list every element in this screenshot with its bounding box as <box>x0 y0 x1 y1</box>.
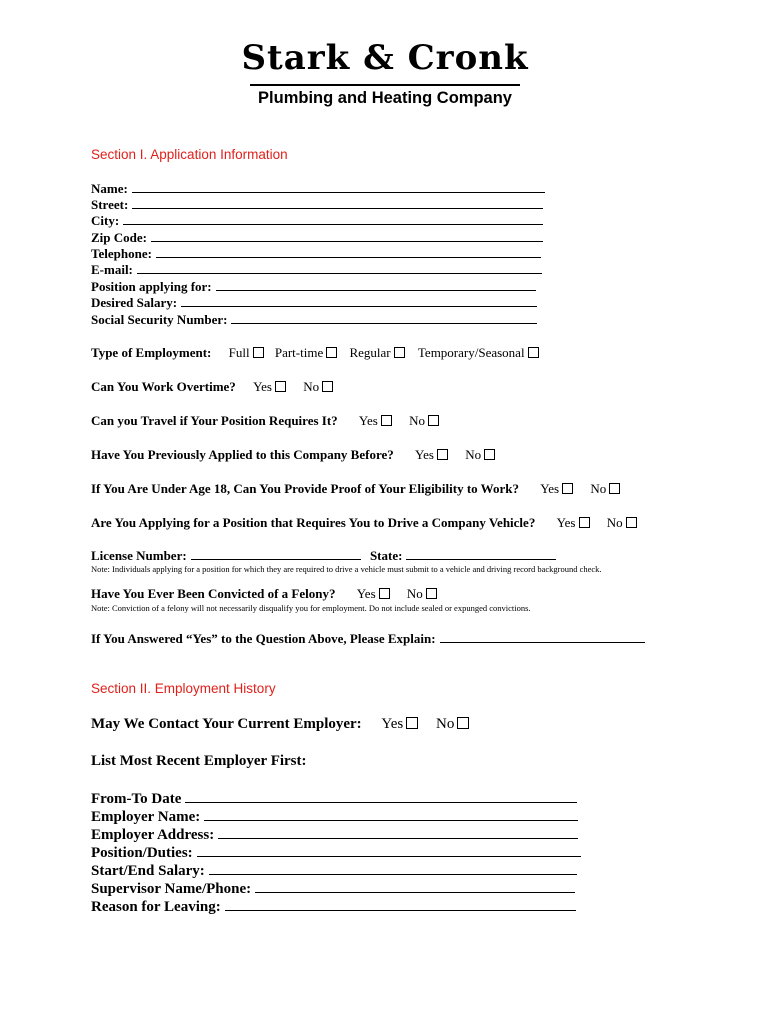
reason-leaving-input-line[interactable] <box>225 896 576 911</box>
supervisor-field: Supervisor Name/Phone: <box>91 878 575 898</box>
applied-before-label: Have You Previously Applied to this Company Before? <box>91 447 394 462</box>
email-input-line[interactable] <box>137 261 542 274</box>
explain-row <box>91 630 645 647</box>
zip-code-field: Zip Code: <box>91 229 543 246</box>
travel-row: Can you Travel if Your Position Requires It? Yes No <box>91 413 439 429</box>
under-18-no-checkbox[interactable] <box>609 483 620 494</box>
license-input-line[interactable] <box>191 547 361 560</box>
under-18-label: If You Are Under Age 18, Can You Provide Proof of Your Eligibility to Work? <box>91 481 519 496</box>
drive-vehicle-row: Are You Applying for a Position that Requires You to Drive a Company Vehicle? Yes No <box>91 515 637 531</box>
travel-label: Can you Travel if Your Position Requires It? <box>91 413 338 428</box>
applied-before-no-checkbox[interactable] <box>484 449 495 460</box>
zip-code-input-line[interactable] <box>151 229 543 242</box>
city-field: City: <box>91 212 543 229</box>
contact-yes-checkbox[interactable] <box>406 717 418 729</box>
explain-input-line[interactable] <box>440 630 645 643</box>
ssn-field: Social Security Number: <box>91 311 537 328</box>
regular-checkbox[interactable] <box>394 347 405 358</box>
under-18-row: If You Are Under Age 18, Can You Provide Proof of Your Eligibility to Work? Yes No <box>91 481 620 497</box>
employer-name-input-line[interactable] <box>204 806 578 821</box>
position-duties-input-line[interactable] <box>197 842 581 857</box>
applied-before-yes-checkbox[interactable] <box>437 449 448 460</box>
overtime-no-checkbox[interactable] <box>322 381 333 392</box>
state-input-line[interactable] <box>406 547 556 560</box>
full-checkbox[interactable] <box>253 347 264 358</box>
telephone-input-line[interactable] <box>156 245 541 258</box>
under-18-yes-checkbox[interactable] <box>562 483 573 494</box>
license-label: License Number: <box>91 548 187 563</box>
overtime-label: Can You Work Overtime? <box>91 379 236 394</box>
felony-note: Note: Conviction of a felony will not necessarily disqualify you for employment. Do not include sealed or expunged convictions. <box>91 603 531 613</box>
street-field: Street: <box>91 196 543 213</box>
employment-type-row: Type of Employment: Full Part-time Regular Temporary/Seasonal <box>91 345 539 361</box>
license-row <box>91 547 556 564</box>
supervisor-input-line[interactable] <box>255 878 575 893</box>
employer-address-input-line[interactable] <box>218 824 578 839</box>
logo-divider <box>250 84 520 86</box>
from-to-date-input-line[interactable] <box>185 788 577 803</box>
drive-vehicle-label: Are You Applying for a Position that Requires You to Drive a Company Vehicle? <box>91 515 536 530</box>
overtime-yes-checkbox[interactable] <box>275 381 286 392</box>
applied-before-row: Have You Previously Applied to this Company Before? Yes No <box>91 447 495 463</box>
reason-leaving-field: Reason for Leaving: <box>91 896 576 916</box>
ssn-input-line[interactable] <box>231 311 537 324</box>
explain-label: If You Answered “Yes” to the Question Above, Please Explain: <box>91 631 436 646</box>
company-subtitle: Plumbing and Heating Company <box>258 89 512 107</box>
felony-yes-checkbox[interactable] <box>379 588 390 599</box>
salary-field: Desired Salary: <box>91 294 537 311</box>
felony-no-checkbox[interactable] <box>426 588 437 599</box>
contact-no-checkbox[interactable] <box>457 717 469 729</box>
temporary-seasonal-checkbox[interactable] <box>528 347 539 358</box>
contact-employer-row: May We Contact Your Current Employer: Yes No <box>91 715 469 733</box>
email-field: E-mail: <box>91 261 542 278</box>
from-to-date-field: From-To Date <box>91 788 577 808</box>
license-note: Note: Individuals applying for a position for which they are required to drive a vehicle must submit to a vehicle and driving record background check. <box>91 564 602 574</box>
telephone-field: Telephone: <box>91 245 541 262</box>
drive-no-checkbox[interactable] <box>626 517 637 528</box>
state-label: State: <box>369 548 403 563</box>
felony-label: Have You Ever Been Convicted of a Felony? <box>91 586 336 601</box>
name-field: Name: <box>91 180 545 197</box>
street-input-line[interactable] <box>132 196 543 209</box>
start-end-salary-input-line[interactable] <box>209 860 577 875</box>
position-input-line[interactable] <box>216 278 536 291</box>
salary-input-line[interactable] <box>181 294 537 307</box>
contact-employer-label: May We Contact Your Current Employer: <box>91 716 362 732</box>
section-2-title: Section II. Employment History <box>91 681 276 696</box>
overtime-row: Can You Work Overtime? Yes No <box>91 379 333 395</box>
section-1-title: Section I. Application Information <box>91 147 288 162</box>
company-name: Stark & Cronk <box>241 38 529 78</box>
name-input-line[interactable] <box>132 180 545 193</box>
employer-name-field: Employer Name: <box>91 806 578 826</box>
city-input-line[interactable] <box>123 212 543 225</box>
travel-no-checkbox[interactable] <box>428 415 439 426</box>
start-end-salary-field: Start/End Salary: <box>91 860 577 880</box>
felony-row: Have You Ever Been Convicted of a Felony? Yes No <box>91 586 437 602</box>
employer-address-field: Employer Address: <box>91 824 578 844</box>
list-employer-label: List Most Recent Employer First: <box>91 753 307 769</box>
travel-yes-checkbox[interactable] <box>381 415 392 426</box>
employment-type-label: Type of Employment: <box>91 345 212 360</box>
drive-yes-checkbox[interactable] <box>579 517 590 528</box>
position-field: Position applying for: <box>91 278 536 295</box>
part-time-checkbox[interactable] <box>326 347 337 358</box>
position-duties-field: Position/Duties: <box>91 842 581 862</box>
